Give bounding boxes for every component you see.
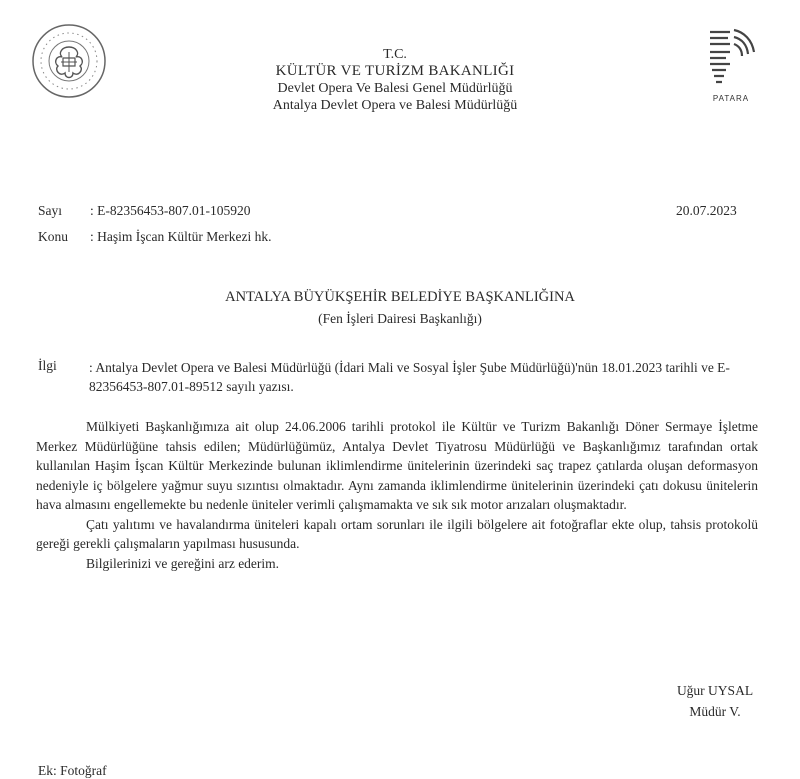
attachment-note: Ek: Fotoğraf — [38, 763, 107, 778]
sub-directorate-name: Antalya Devlet Opera ve Balesi Müdürlüğü — [272, 98, 518, 113]
body-paragraph-1: Mülkiyeti Başkanlığımıza ait olup 24.06.2006 tarihli protokol ile Kültür ve Turizm Bakanlığı Döner Sermaye İşletme Merkez Müdürlüğüne tahsis edilen; Müdürlüğümüz, Antalya Devlet Tiyatrosu Müdürlüğü ve Başkanlığımız tarafından ortak kullanılan Haşim İşcan Kültür Merkezinde bulunan iklimlendirme ünitelerinin üzerindeki saç trapez çatılarda oluşan deformasyon nedeniyle iç bölgelere yağmur suyu sızıntısı olmaktadır. Aynı zamanda iklimlendirme ünitelerinin üzerindeki çatı dokusu ünitelerin hava almasını engellemekte bu nedenle üniteler verimli çalışmamakta ve sık sık motor arızaları oluşmaktadır. — [36, 419, 758, 512]
body-paragraph-3: Bilgilerinizi ve gereğini arz ederim. — [86, 555, 280, 571]
document-date: 20.07.2023 — [676, 203, 737, 218]
recipient-title: ANTALYA BÜYÜKŞEHİR BELEDİYE BAŞKANLIĞINA — [225, 289, 575, 305]
signature-block — [640, 680, 790, 722]
sayi-value: : E-82356453-807.01-105920 — [90, 203, 251, 218]
patara-logo-text: PATARA — [712, 94, 750, 103]
ilgi-label: İlgi — [38, 358, 57, 373]
signatory-name: Uğur UYSAL — [676, 683, 754, 698]
sayi-row — [38, 203, 250, 219]
patara-logo-icon — [700, 24, 762, 92]
directorate-name: Devlet Opera Ve Balesi Genel Müdürlüğü — [277, 81, 513, 96]
letterhead — [200, 46, 590, 114]
recipient-subtitle: (Fen İşleri Dairesi Başkanlığı) — [318, 311, 482, 326]
body-paragraph-2: Çatı yalıtımı ve havalandırma üniteleri kapalı ortam sorunları ile ilgili bölgelere ait fotoğraflar ekte olup, tahsis protokolü gereği gerekli çalışmaların yapılması hususunda. — [36, 516, 758, 551]
konu-row — [38, 229, 271, 245]
konu-label: Konu — [38, 229, 68, 244]
ilgi-text: : Antalya Devlet Opera ve Balesi Müdürlüğü (İdari Mali ve Sosyal İşler Şube Müdürlüğü)'nün 18.01.2023 tarihli ve E-82356453-807.01-89512 sayılı yazısı. — [89, 360, 730, 394]
patara-logo — [700, 24, 762, 110]
ministry-seal-icon — [30, 22, 108, 100]
signatory-title: Müdür V. — [689, 704, 741, 719]
recipient-block — [150, 287, 650, 329]
country-label: T.C. — [383, 47, 407, 62]
konu-value: : Haşim İşcan Kültür Merkezi hk. — [90, 229, 272, 244]
letter-body — [36, 417, 758, 573]
sayi-label: Sayı — [38, 203, 63, 218]
ministry-name: KÜLTÜR VE TURİZM BAKANLIĞI — [275, 63, 515, 79]
